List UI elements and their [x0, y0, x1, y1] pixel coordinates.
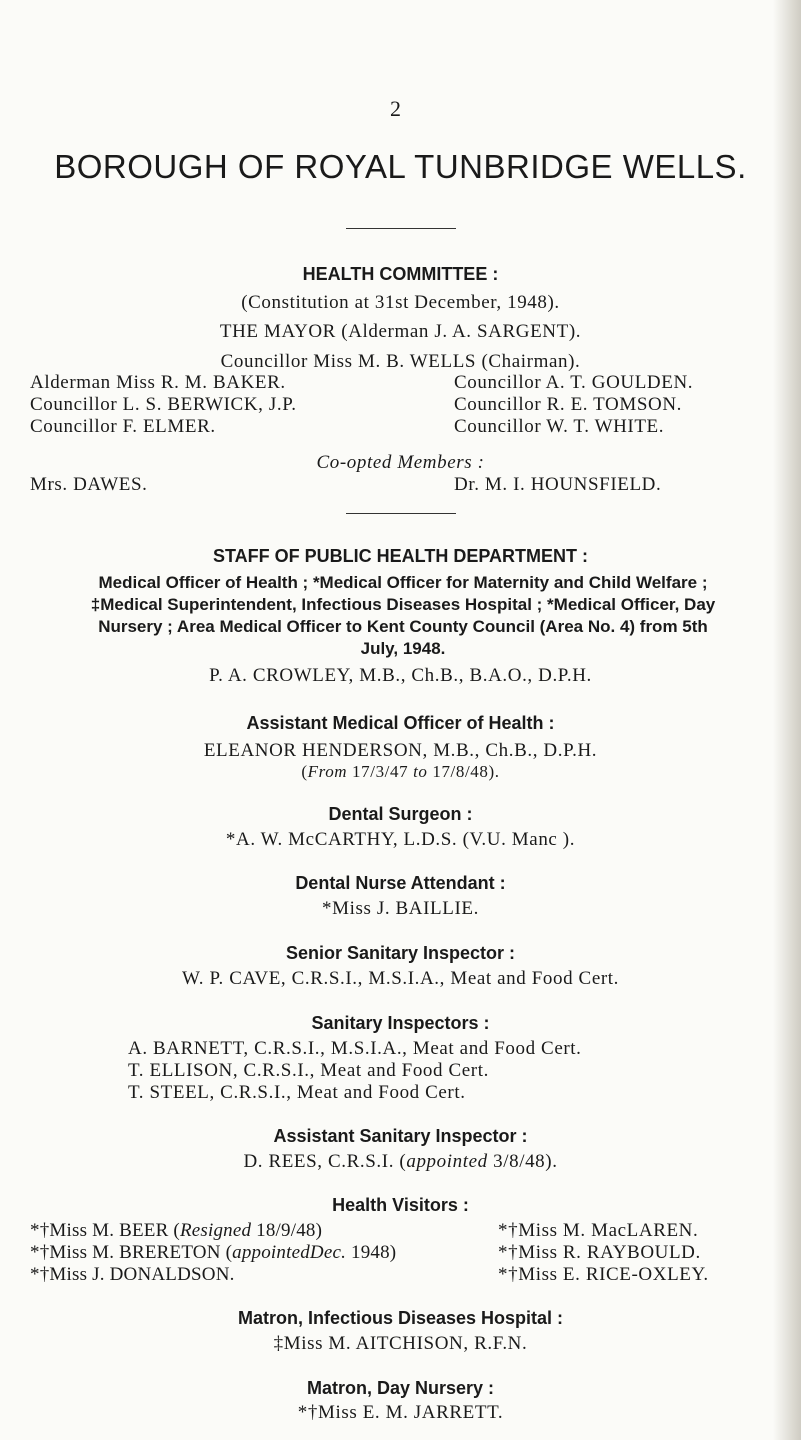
hv-right: *†Miss M. MacLAREN. [498, 1220, 699, 1241]
hv-right: *†Miss E. RICE-OXLEY. [498, 1264, 709, 1285]
committee-chairman: Councillor Miss M. B. WELLS (Chairman). [220, 351, 581, 372]
matron-idh-name: ‡Miss M. AITCHISON, R.F.N. [273, 1333, 528, 1354]
committee-member: Councillor R. E. TOMSON. [454, 394, 682, 415]
page-title: BOROUGH OF ROYAL TUNBRIDGE WELLS. [54, 148, 747, 185]
committee-member: Alderman Miss R. M. BAKER. [30, 372, 286, 393]
coopted-heading: Co-opted Members : [316, 452, 485, 473]
matron-dn-heading: Matron, Day Nursery : [306, 1378, 495, 1398]
divider [346, 513, 456, 514]
asst-si-name: D. REES, C.R.S.I. (appointed 3/8/48). [243, 1151, 558, 1172]
staff-heading: STAFF OF PUBLIC HEALTH DEPARTMENT : [213, 546, 588, 566]
si-heading: Sanitary Inspectors : [311, 1013, 490, 1033]
page-number: 2 [390, 96, 401, 121]
divider [346, 228, 456, 229]
coopted-member: Dr. M. I. HOUNSFIELD. [454, 474, 662, 495]
coopted-member: Mrs. DAWES. [30, 474, 148, 495]
committee-member: Councillor F. ELMER. [30, 416, 216, 437]
asst-moh-name: ELEANOR HENDERSON, M.B., Ch.B., D.P.H. [203, 740, 598, 761]
dental-surgeon-name: *A. W. McCARTHY, L.D.S. (V.U. Manc ). [225, 829, 576, 850]
dental-nurse-heading: Dental Nurse Attendant : [295, 873, 506, 893]
asst-moh-dates: (From 17/3/47 to 17/8/48). [301, 762, 500, 781]
hv-left: *†Miss J. DONALDSON. [30, 1264, 235, 1285]
si-name: A. BARNETT, C.R.S.I., M.S.I.A., Meat and Food Cert. [128, 1038, 582, 1059]
committee-constitution: (Constitution at 31st December, 1948). [241, 292, 560, 313]
committee-heading: HEALTH COMMITTEE : [302, 264, 499, 284]
senior-si-name: W. P. CAVE, C.R.S.I., M.S.I.A., Meat and Food Cert. [181, 968, 620, 989]
matron-idh-heading: Matron, Infectious Diseases Hospital : [237, 1308, 564, 1328]
moh-name: P. A. CROWLEY, M.B., Ch.B., B.A.O., D.P.H. [209, 665, 592, 686]
committee-member: Councillor W. T. WHITE. [454, 416, 665, 437]
si-name: T. STEEL, C.R.S.I., Meat and Food Cert. [128, 1082, 466, 1103]
committee-member: Councillor A. T. GOULDEN. [454, 372, 694, 393]
committee-mayor: THE MAYOR (Alderman J. A. SARGENT). [219, 321, 582, 342]
senior-si-heading: Senior Sanitary Inspector : [285, 943, 516, 963]
asst-moh-heading: Assistant Medical Officer of Health : [246, 713, 555, 733]
hv-left: *†Miss M. BEER (Resigned 18/9/48) [30, 1220, 323, 1241]
dental-nurse-name: *Miss J. BAILLIE. [322, 898, 479, 919]
hv-right: *†Miss R. RAYBOULD. [498, 1242, 701, 1263]
si-name: T. ELLISON, C.R.S.I., Meat and Food Cert. [128, 1060, 489, 1081]
dental-surgeon-heading: Dental Surgeon : [328, 804, 473, 824]
hv-heading: Health Visitors : [332, 1195, 469, 1215]
matron-dn-name: *†Miss E. M. JARRETT. [297, 1402, 504, 1423]
moh-titles: Medical Officer of Health ; *Medical Officer for Maternity and Child Welfare ; ‡Medical Superintendent, Infectious Diseases Hospital ; *Medical Officer, Day Nursery ; Area Medical Officer to Kent County Council (Area No. 4) from 5th July, 1948. [90, 573, 716, 658]
committee-member: Councillor L. S. BERWICK, J.P. [30, 394, 297, 415]
hv-left: *†Miss M. BRERETON (appointedDec. 1948) [30, 1242, 397, 1263]
asst-si-heading: Assistant Sanitary Inspector : [273, 1126, 528, 1146]
